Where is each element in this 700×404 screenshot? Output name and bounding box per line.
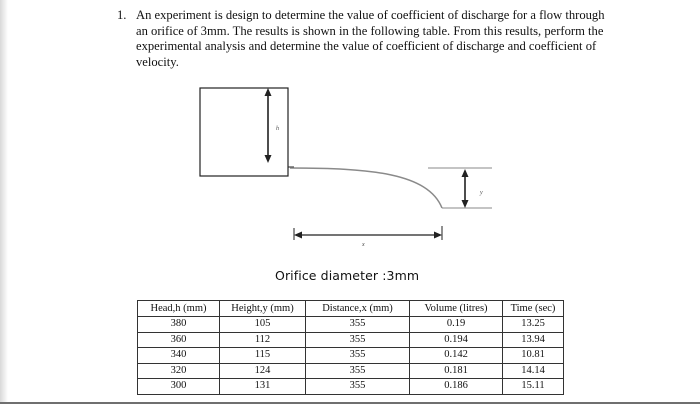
table-row: [138, 317, 564, 333]
cell-head: 320: [138, 363, 220, 379]
cell-height: 131: [220, 379, 306, 395]
head-arrow-top: [265, 88, 272, 96]
tank: [200, 88, 288, 176]
table-header-row: [138, 301, 564, 317]
header-head: Head,h (mm): [138, 301, 220, 317]
header-time: Time (sec): [503, 301, 564, 317]
table-row: [138, 363, 564, 379]
cell-head: 300: [138, 379, 220, 395]
cell-time: 15.11: [503, 379, 564, 395]
orifice-diagram: [190, 80, 510, 250]
table-row: [138, 332, 564, 348]
cell-head: 340: [138, 348, 220, 364]
cell-time: 13.25: [503, 317, 564, 333]
table-row: [138, 348, 564, 364]
cell-volume: 0.142: [410, 348, 503, 364]
cell-distance: 355: [306, 348, 410, 364]
cell-time: 13.94: [503, 332, 564, 348]
diagram-caption: Orifice diameter :3mm: [275, 268, 420, 283]
head-label: h: [276, 126, 279, 132]
x-arrow-left: [294, 232, 302, 239]
question-block: [117, 8, 617, 70]
cell-height: 124: [220, 363, 306, 379]
cell-height: 112: [220, 332, 306, 348]
cell-distance: 355: [306, 317, 410, 333]
cell-volume: 0.186: [410, 379, 503, 395]
y-arrow-top: [462, 169, 469, 177]
cell-volume: 0.19: [410, 317, 503, 333]
question-text: An experiment is design to determine the value of coefficient of discharge for a flow through an orifice of 3mm. The results is shown in the following table. From this results, perform the experimental analysis and determine the value of coefficient of discharge and coefficient of velocity.: [136, 8, 605, 69]
header-height: Height,y (mm): [220, 301, 306, 317]
cell-time: 10.81: [503, 348, 564, 364]
cell-volume: 0.194: [410, 332, 503, 348]
jet-trajectory: [290, 168, 442, 208]
x-arrow-right: [434, 232, 442, 239]
page-shadow: [0, 0, 8, 404]
table-row: [138, 379, 564, 395]
cell-head: 360: [138, 332, 220, 348]
cell-height: 105: [220, 317, 306, 333]
cell-distance: 355: [306, 332, 410, 348]
cell-height: 115: [220, 348, 306, 364]
question-number: 1.: [117, 8, 127, 22]
results-table: [137, 300, 564, 395]
cell-distance: 355: [306, 363, 410, 379]
header-distance: Distance,x (mm): [306, 301, 410, 317]
header-volume: Volume (litres): [410, 301, 503, 317]
cell-distance: 355: [306, 379, 410, 395]
y-arrow-bottom: [462, 200, 469, 208]
head-arrow-bottom: [265, 155, 272, 163]
x-label: x: [362, 242, 365, 248]
cell-time: 14.14: [503, 363, 564, 379]
y-label: y: [480, 190, 483, 196]
cell-head: 380: [138, 317, 220, 333]
cell-volume: 0.181: [410, 363, 503, 379]
